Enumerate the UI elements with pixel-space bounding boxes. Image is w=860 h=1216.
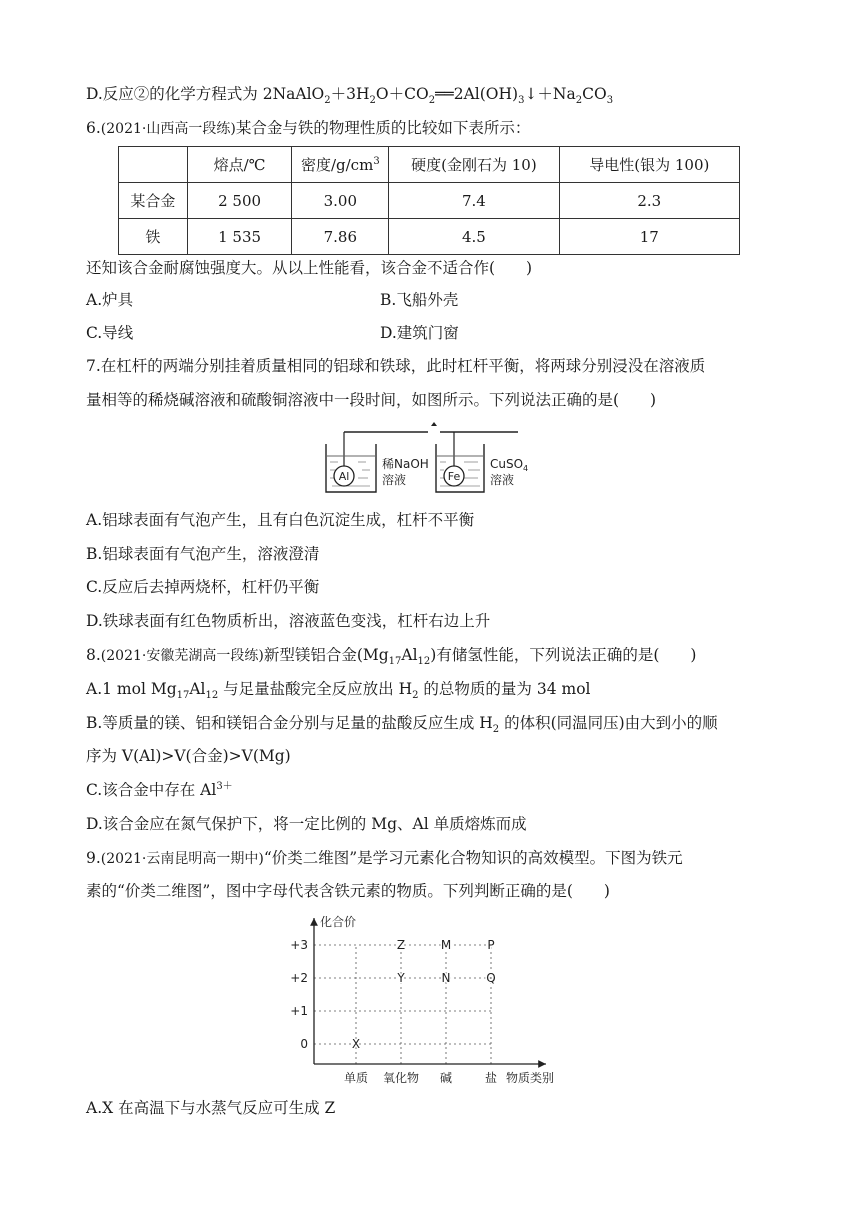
y-tick-label: +3 (290, 938, 308, 952)
x-tick-label: 盐 (484, 1071, 498, 1085)
question-stem: 新型镁铝合金(Mg (263, 646, 389, 664)
naoh-solution-label-2: 溶液 (382, 473, 407, 487)
table-cell: 铁 (119, 219, 188, 255)
chart-point-x: X (351, 1037, 361, 1051)
table-cell: 7.86 (292, 219, 389, 255)
subscript: 2 (492, 724, 500, 736)
naoh-solution-label: 稀NaOH (382, 457, 429, 471)
option-text: C.该合金中存在 Al (86, 781, 217, 799)
q6-option-a: A.炉具 (86, 291, 134, 309)
table-row (119, 183, 740, 219)
q7-option-d: D.铁球表面有红色物质析出，溶液蓝色变浅，杠杆右边上升 (86, 612, 491, 630)
option-text: Al (189, 680, 206, 698)
density-header: 密度/g/cm (300, 156, 374, 174)
chart-point-m: M (440, 938, 452, 952)
superscript: 3＋ (216, 780, 233, 792)
x-tick-label: 氧化物 (382, 1071, 420, 1085)
subscript: 17 (176, 690, 190, 702)
question-stem: Al (401, 646, 418, 664)
question-number: 8. (86, 646, 101, 664)
q6-option-b: B.飞船外壳 (380, 291, 459, 309)
option-text: 的总物质的量为 34 mol (418, 680, 591, 698)
table-header-cell: 硬度(金刚石为 10) (389, 147, 559, 183)
cuso4-solution-label (490, 457, 528, 473)
question-stem: “价类二维图”是学习元素化合物知识的高效模型。下图为铁元 (263, 849, 683, 867)
question-source: (2021·山西高一段练) (100, 121, 236, 137)
y-tick-label: +1 (290, 1004, 308, 1018)
valence-class-chart (270, 912, 580, 1088)
question-number: 6. (86, 119, 101, 137)
chart-grid (314, 945, 491, 1064)
subscript: 2 (369, 95, 376, 107)
q6-option-d: D.建筑门窗 (380, 324, 459, 342)
subscript: 12 (205, 690, 219, 702)
q5-option-d-text: ↓＋Na (524, 85, 576, 103)
lever-beaker-figure (318, 420, 548, 500)
subscript: 2 (575, 95, 583, 107)
chart-point-p: P (487, 938, 495, 952)
q5-option-d-text: ══2Al(OH) (435, 85, 519, 103)
table-header-cell: 导电性(银为 100) (559, 147, 739, 183)
iron-ball-label: Fe (447, 470, 461, 483)
table-header-cell (119, 147, 188, 183)
q8-option-a (86, 679, 591, 702)
chart-point-y: Y (397, 971, 405, 985)
table-cell: 2.3 (559, 183, 739, 219)
cuso4-text: CuSO (490, 457, 524, 471)
table-header-row (119, 147, 740, 183)
q9-option-a: A.X 在高温下与水蒸气反应可生成 Z (86, 1099, 336, 1117)
table-cell: 4.5 (389, 219, 559, 255)
table-cell: 17 (559, 219, 739, 255)
y-tick-label: +2 (290, 971, 308, 985)
chart-point-q: Q (486, 971, 496, 985)
q9-stem-line2: 素的“价类二维图”，图中字母代表含铁元素的物质。下列判断正确的是( ) (86, 882, 610, 900)
question-number: 9. (86, 849, 101, 867)
table-header-cell (292, 147, 389, 183)
cuso4-subscript: 4 (523, 464, 529, 473)
question-stem: )有储氢性能，下列说法正确的是( ) (430, 646, 697, 664)
option-text: 与足量盐酸完全反应放出 H (218, 680, 413, 698)
chart-point-z: Z (396, 938, 406, 952)
question-source: (2021·云南昆明高一期中) (100, 851, 264, 867)
question-source: (2021·安徽芜湖高一段练) (100, 648, 264, 664)
q8-option-c (86, 780, 233, 800)
q6-followup: 还知该合金耐腐蚀强度大。从以上性能看，该合金不适合作( ) (86, 259, 533, 277)
x-axis-label: 物质类别 (506, 1071, 555, 1085)
subscript: 3 (606, 95, 614, 107)
table-header-cell: 熔点/℃ (187, 147, 292, 183)
y-axis-label: 化合价 (320, 915, 357, 929)
q7-option-c: C.反应后去掉两烧杯，杠杆仍平衡 (86, 578, 320, 596)
table-cell: 7.4 (389, 183, 559, 219)
q7-option-b: B.铝球表面有气泡产生，溶液澄清 (86, 545, 320, 563)
subscript: 3 (518, 95, 525, 107)
chart-points (352, 938, 496, 1051)
q6-stem (86, 118, 530, 139)
q5-option-d-text: D.反应②的化学方程式为 2NaAlO (86, 85, 325, 103)
q7-stem-line1: 7.在杠杆的两端分别挂着质量相同的铝球和铁球，此时杠杆平衡，将两球分别浸没在溶液质 (86, 357, 706, 375)
properties-table (118, 146, 740, 255)
chart-point-n: N (441, 971, 451, 985)
table-row (119, 219, 740, 255)
q8-option-d: D.该合金应在氮气保护下，将一定比例的 Mg、Al 单质熔炼而成 (86, 815, 527, 833)
q5-option-d-text: ＋3H (330, 85, 370, 103)
q9-stem-line1 (86, 848, 683, 869)
x-tick-labels (344, 1070, 497, 1085)
q8-stem (86, 645, 696, 666)
table-cell: 1 535 (187, 219, 292, 255)
y-tick-label: 0 (300, 1037, 308, 1051)
option-text: 的体积(同温同压)由大到小的顺 (499, 714, 718, 732)
q5-option-d (86, 84, 614, 107)
q5-option-d-text: CO (582, 85, 607, 103)
table-cell: 2 500 (187, 183, 292, 219)
cuso4-solution-label-2: 溶液 (490, 473, 515, 487)
option-text: B.等质量的镁、铝和镁铝合金分别与足量的盐酸反应生成 H (86, 714, 493, 732)
x-tick-label: 碱 (439, 1071, 453, 1085)
option-text: A.1 mol Mg (86, 680, 177, 698)
lever-fulcrum (431, 422, 437, 426)
subscript: 2 (428, 95, 436, 107)
subscript: 12 (417, 656, 431, 668)
y-tick-labels (290, 938, 308, 1051)
superscript: 3 (373, 156, 380, 167)
q6-option-c: C.导线 (86, 324, 134, 342)
q7-stem-line2: 量相等的稀烧碱溶液和硫酸铜溶液中一段时间，如图所示。下列说法正确的是( ) (86, 391, 657, 409)
x-tick-label: 单质 (343, 1071, 369, 1085)
subscript: 17 (388, 656, 402, 668)
aluminum-ball-label: Al (338, 470, 350, 483)
q8-option-b-line2: 序为 V(Al)>V(合金)>V(Mg) (86, 747, 291, 765)
question-stem: 某合金与铁的物理性质的比较如下表所示： (235, 119, 531, 137)
subscript: 2 (412, 690, 419, 702)
q7-option-a: A.铝球表面有气泡产生，且有白色沉淀生成，杠杆不平衡 (86, 511, 475, 529)
table-cell: 3.00 (292, 183, 389, 219)
q5-option-d-text: O＋CO (375, 85, 429, 103)
subscript: 2 (324, 95, 331, 107)
q8-option-b-line1 (86, 713, 718, 736)
table-cell: 某合金 (119, 183, 188, 219)
